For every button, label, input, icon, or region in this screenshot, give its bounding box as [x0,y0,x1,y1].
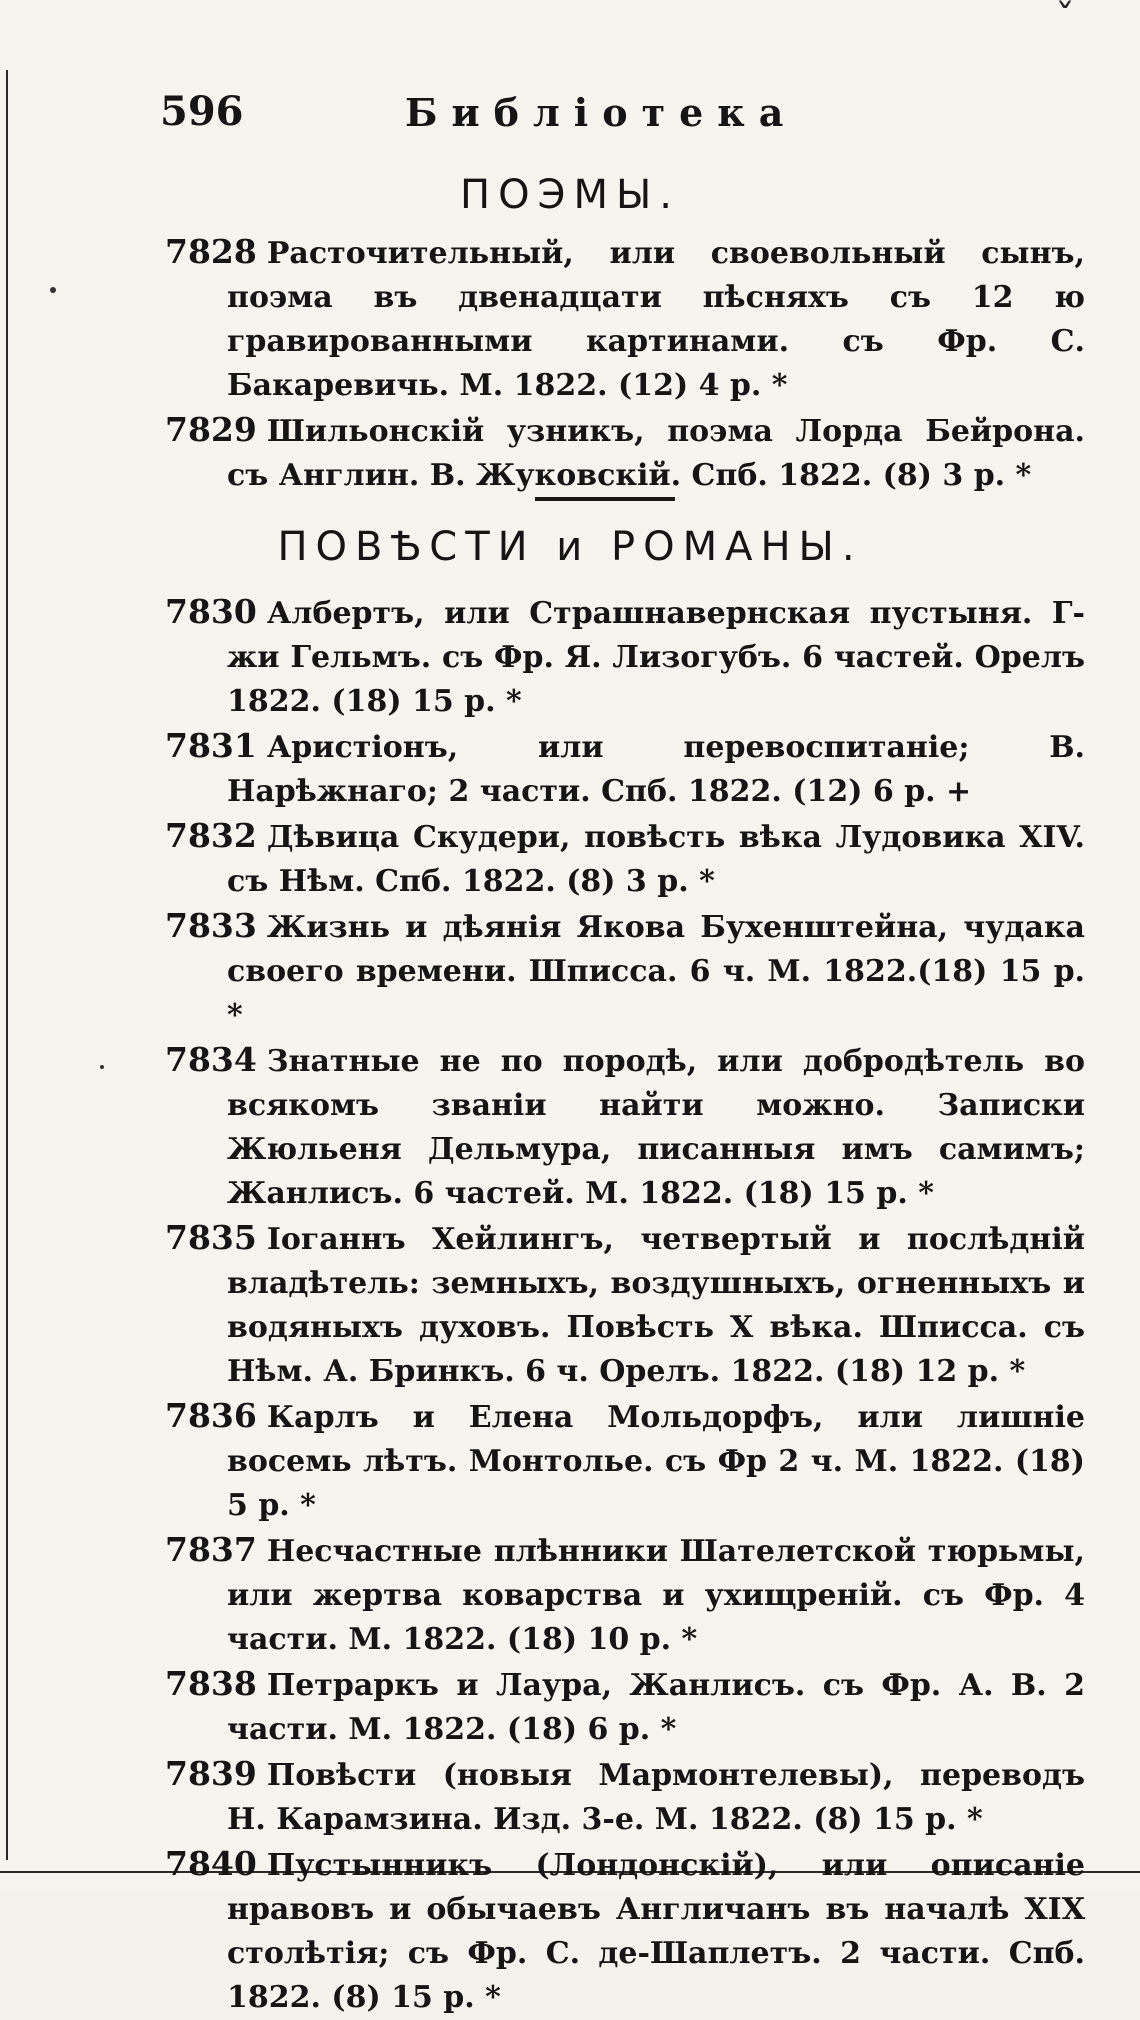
entry-text: Жизнь и дѣянія Якова Бухенштейна, чудака своего времени. Шписса. 6 ч. М. 1822.(18) 15 р. * [227,910,1085,1033]
list-item [165,1842,1085,2020]
page-number: 596 [160,88,244,135]
entry-number: 7838 [165,1664,257,1703]
entry-number: 7828 [165,232,257,271]
entry-text: Албертъ, или Страшнавернская пустыня. Г-жи Гельмъ. съ Фр. Я. Лизогубъ. 6 частей. Орелъ 1822. (18) 15 р. * [227,596,1085,719]
entry-text: Расточительный, или своевольный сынъ, поэма въ двенадцати пѣсняхъ съ 12 ю гравированными картинами. съ Фр. С. Бакаревичь. М. 1822. (12) 4 р. * [227,236,1085,403]
list-item [165,904,1085,1038]
entry-number: 7832 [165,816,257,855]
list-item [165,1038,1085,1216]
corner-mark: ˇ [1055,0,1075,43]
entry-number: 7831 [165,726,257,765]
entry-number: 7837 [165,1530,257,1569]
page-left-edge [6,70,8,1860]
running-title: Библіотека [405,90,798,135]
ink-speck [50,287,56,293]
list-item [165,1528,1085,1662]
list-item [165,1752,1085,1842]
section-title-poems: ПОЭМЫ. [459,172,680,218]
list-item [165,590,1085,724]
list-item [165,230,1085,408]
entry-text: Карлъ и Елена Мольдорфъ, или лишніе восемь лѣтъ. Монтолье. съ Фр 2 ч. М. 1822. (18) 5 р. * [227,1400,1085,1523]
entry-number: 7840 [165,1844,257,1883]
entry-number: 7833 [165,906,257,945]
entry-text: Шильонскій узникъ, поэма Лорда Бейрона. съ Англин. В. Жуковскій. Спб. 1822. (8) 3 р. * [227,414,1085,493]
entry-number: 7836 [165,1396,257,1435]
entry-text: Петраркъ и Лаура, Жанлисъ. съ Фр. А. В. 2 части. М. 1822. (18) 6 р. * [227,1668,1085,1747]
entry-text: Знатные не по породѣ, или добродѣтель во всякомъ званіи найти можно. Записки Жюльеня Дельмура, писанныя имъ самимъ; Жанлисъ. 6 частей. М. 1822. (18) 15 р. * [227,1044,1085,1211]
entry-text: Повѣсти (новыя Мармонтелевы), переводъ Н. Карамзина. Изд. 3-е. М. 1822. (8) 15 р. * [227,1758,1085,1837]
list-item [165,724,1085,814]
list-item [165,1216,1085,1394]
list-item [165,408,1085,498]
entry-text: Іоганнъ Хейлингъ, четвертый и послѣдній владѣтель: земныхъ, воздушныхъ, огненныхъ и водяныхъ духовъ. Повѣсть X вѣка. Шписса. съ Нѣм. А. Бринкъ. 6 ч. Орелъ. 1822. (18) 12 р. * [227,1222,1085,1389]
entry-number: 7830 [165,592,257,631]
entry-text: Аристіонъ, или перевоспитаніе; В. Нарѣжнаго; 2 части. Спб. 1822. (12) 6 р. + [227,730,1085,809]
section-title-tales: ПОВѢСТИ и РОМАНЫ. [277,524,863,570]
tales-list [165,590,1085,2020]
entry-text: Дѣвица Скудери, повѣсть вѣка Лудовика XIV. съ Нѣм. Спб. 1822. (8) 3 р. * [227,820,1085,899]
list-item [165,1394,1085,1528]
section-divider [535,497,675,501]
entry-number: 7829 [165,410,257,449]
entry-text: Пустынникъ (Лондонскій), или описаніе нравовъ и обычаевъ Англичанъ въ началѣ XIX столѣтія; съ Фр. С. де-Шаплетъ. 2 части. Спб. 1822. (8) 15 р. * [227,1848,1085,2015]
entry-number: 7835 [165,1218,257,1257]
ink-speck [100,1065,104,1069]
list-item [165,814,1085,904]
entry-number: 7834 [165,1040,257,1079]
list-item [165,1662,1085,1752]
entry-text: Несчастные плѣнники Шателетской тюрьмы, или жертва коварства и ухищреній. съ Фр. 4 части. М. 1822. (18) 10 р. * [227,1534,1085,1657]
entry-number: 7839 [165,1754,257,1793]
poems-list [165,230,1085,498]
page-header [160,88,880,138]
